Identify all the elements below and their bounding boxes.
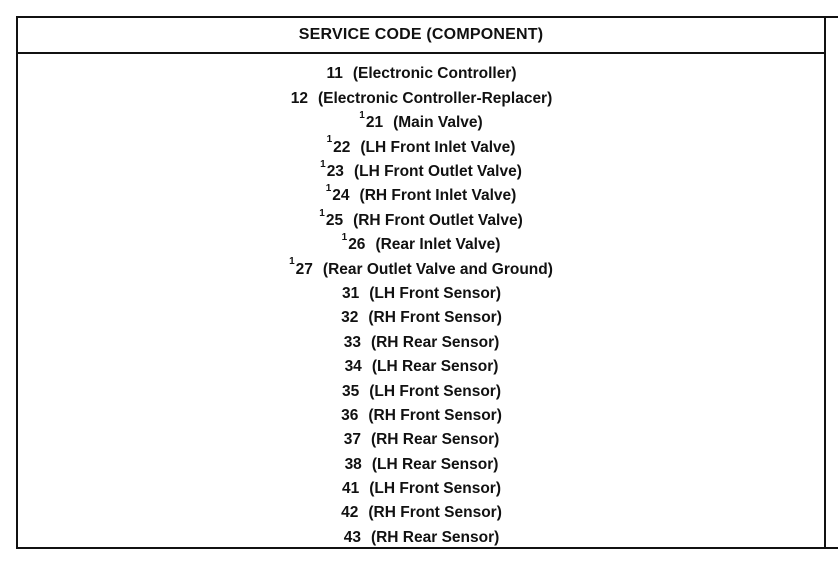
service-code: 24 [332, 187, 350, 205]
footnote-marker: 1 [341, 231, 348, 243]
footnote-marker: 1 [359, 109, 365, 121]
component-name: (RH Rear Sensor) [370, 431, 500, 449]
component-name: (RH Front Inlet Valve) [359, 187, 517, 205]
component-name: (LH Front Inlet Valve) [360, 138, 516, 156]
table-row [18, 208, 824, 232]
table-row [18, 355, 824, 379]
column-divider [824, 18, 826, 547]
service-code: 38 [344, 455, 362, 473]
service-code: 33 [343, 333, 361, 351]
table-row [18, 306, 824, 330]
table-row [18, 86, 824, 110]
service-code: 26 [348, 236, 366, 254]
service-code: 31 [342, 284, 360, 302]
table-row [18, 330, 824, 354]
service-code: 21 [365, 114, 384, 132]
component-name: (Electronic Controller) [352, 65, 517, 83]
component-name: (LH Rear Sensor) [371, 358, 499, 376]
component-name: (LH Front Sensor) [369, 284, 501, 302]
table-row [18, 62, 824, 86]
footnote-marker: 1 [289, 256, 295, 268]
table-row [18, 111, 824, 135]
table-body [18, 62, 824, 550]
component-name: (Main Valve) [393, 114, 483, 132]
table-row [18, 135, 824, 159]
table-header [18, 18, 824, 54]
component-name: (LH Front Outlet Valve) [353, 163, 522, 180]
component-name: (RH Rear Sensor) [370, 333, 500, 351]
service-code: 37 [343, 431, 361, 449]
service-code: 11 [326, 65, 343, 83]
service-code: 32 [341, 309, 359, 327]
service-code-table [16, 16, 838, 549]
table-row [18, 282, 824, 306]
component-name: (Rear Inlet Valve) [375, 236, 501, 254]
table-row [18, 452, 824, 476]
table-row [18, 233, 824, 257]
service-code: 23 [326, 163, 344, 180]
service-code: 36 [341, 406, 359, 424]
service-code: 41 [342, 480, 360, 498]
service-code: 25 [325, 211, 344, 229]
component-name: (RH Front Sensor) [368, 504, 502, 522]
footnote-marker: 1 [326, 134, 333, 146]
component-name: (LH Front Sensor) [369, 382, 501, 400]
component-name: (RH Front Sensor) [368, 406, 502, 424]
table-row [18, 160, 824, 184]
table-header-label: SERVICE CODE (COMPONENT) [298, 26, 544, 43]
service-code: 34 [344, 358, 362, 376]
table-row [18, 428, 824, 452]
footnote-marker: 1 [325, 183, 332, 195]
table-row [18, 403, 824, 427]
table-row [18, 379, 824, 403]
service-code: 43 [343, 528, 361, 546]
component-name: (LH Rear Sensor) [371, 455, 499, 473]
table-row [18, 257, 824, 281]
service-code: 42 [341, 504, 359, 522]
service-code: 22 [333, 138, 351, 156]
service-code: 12 [290, 89, 308, 107]
component-name: (Rear Outlet Valve and Ground) [322, 260, 553, 278]
table-row [18, 501, 824, 525]
table-row [18, 184, 824, 208]
component-name: (RH Rear Sensor) [370, 528, 500, 546]
component-name: (RH Front Outlet Valve) [353, 211, 523, 229]
table-row [18, 525, 824, 549]
component-name: (RH Front Sensor) [368, 309, 502, 327]
footnote-marker: 1 [320, 158, 326, 170]
footnote-marker: 1 [319, 207, 325, 219]
service-code: 27 [295, 260, 313, 278]
service-code: 35 [342, 382, 360, 400]
component-name: (LH Front Sensor) [369, 480, 501, 498]
table-row [18, 477, 824, 501]
component-name: (Electronic Controller-Replacer) [317, 89, 553, 107]
